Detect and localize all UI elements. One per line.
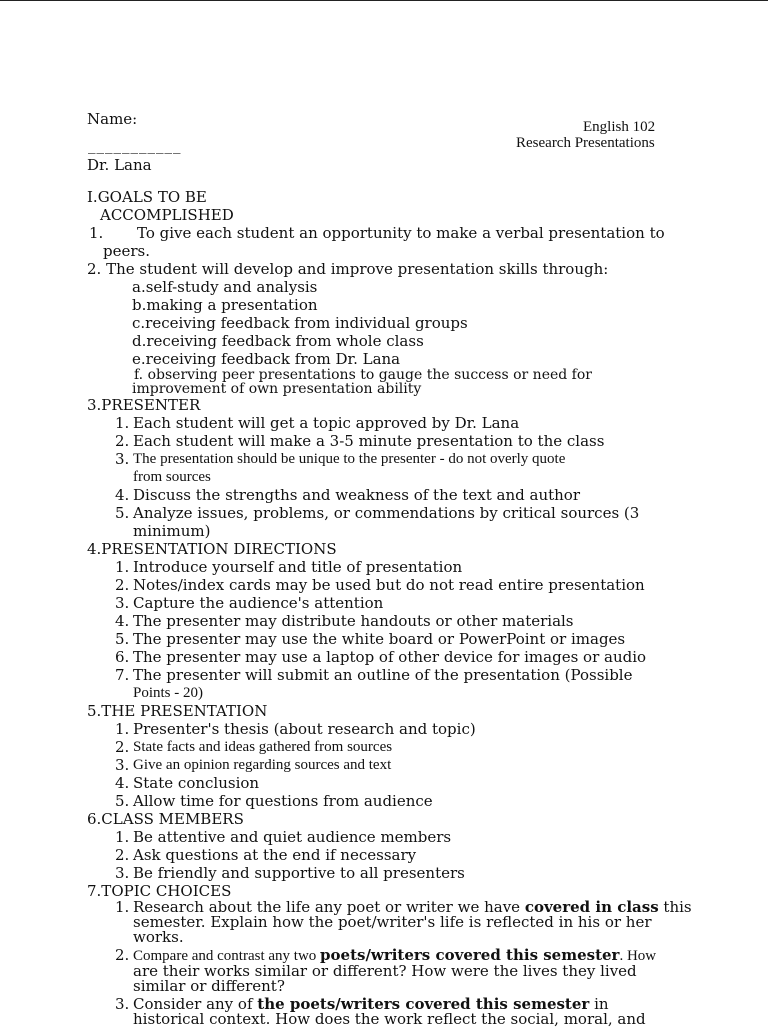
- list-item: 5. Allow time for questions from audience: [115, 792, 433, 810]
- list-item: 5. Analyze issues, problems, or commendations by critical sources (3: [115, 504, 640, 522]
- list-item-cont: from sources: [133, 469, 211, 485]
- goals-sub-f-cont: improvement of own presentation ability: [132, 381, 422, 397]
- document-subtitle: Research Presentations: [516, 135, 655, 151]
- list-item: 2. Ask questions at the end if necessary: [115, 846, 417, 864]
- list-item: 3. Give an opinion regarding sources and text: [115, 756, 392, 774]
- list-item: 4. The presenter may distribute handouts or other materials: [115, 612, 574, 630]
- directions-heading: 4.PRESENTATION DIRECTIONS: [87, 540, 337, 558]
- class-members-section: [87, 810, 747, 882]
- list-item: 2. Notes/index cards may be used but do not read entire presentation: [115, 576, 645, 594]
- list-item: 1. Introduce yourself and title of presentation: [115, 558, 463, 576]
- goals-sub-d: d.receiving feedback from whole class: [132, 332, 424, 350]
- list-item: 3. Be friendly and supportive to all presenters: [115, 864, 465, 882]
- list-item: 1. Presenter's thesis (about research and topic): [115, 720, 476, 738]
- goals-section: [87, 188, 747, 396]
- list-item-cont: semester. Explain how the poet/writer's life is reflected in his or her: [133, 913, 652, 931]
- goals-heading: I.GOALS TO BE: [87, 188, 207, 206]
- goals-item-2: 2. The student will develop and improve presentation skills through:: [87, 260, 609, 278]
- list-item: 4. State conclusion: [115, 774, 260, 792]
- goals-sub-c: c.receiving feedback from individual groups: [132, 314, 468, 332]
- goals-heading-cont: ACCOMPLISHED: [100, 206, 234, 224]
- list-item: 3. Consider any of the poets/writers covered this semester in: [115, 995, 609, 1013]
- list-item: 2. State facts and ideas gathered from sources: [115, 738, 393, 756]
- list-item: 2. Each student will make a 3-5 minute presentation to the class: [115, 432, 605, 450]
- list-item: 3. Capture the audience's attention: [115, 594, 384, 612]
- goals-sub-a: a.self-study and analysis: [132, 278, 318, 296]
- list-item-cont: Points - 20): [133, 685, 204, 701]
- list-item-cont: are their works similar or different? How were the lives they lived: [133, 962, 637, 980]
- list-item: 1. Be attentive and quiet audience members: [115, 828, 452, 846]
- goals-item-1: 1. To give each student an opportunity to make a verbal presentation to: [89, 224, 665, 242]
- list-item: 3. The presentation should be unique to the presenter - do not overly quote: [115, 450, 566, 468]
- topic-choices-heading: 7.TOPIC CHOICES: [87, 882, 232, 900]
- instructor-name: Dr. Lana: [87, 156, 152, 174]
- name-blank: ___________: [88, 136, 182, 154]
- name-label: Name:: [87, 110, 138, 128]
- list-item: 1. Research about the life any poet or writer we have covered in class this: [115, 898, 692, 916]
- class-members-heading: 6.CLASS MEMBERS: [87, 810, 244, 828]
- list-item: 1. Each student will get a topic approved by Dr. Lana: [115, 414, 520, 432]
- list-item-cont: minimum): [133, 522, 211, 540]
- presenter-heading: 3.PRESENTER: [87, 396, 201, 414]
- list-item-cont: works.: [133, 928, 184, 946]
- document-body: [87, 188, 747, 1027]
- course-title: English 102: [583, 119, 656, 135]
- list-item: 2. Compare and contrast any two poets/writers covered this semester. How: [115, 946, 657, 964]
- list-item-cont: historical context. How does the work reflect the social, moral, and: [133, 1010, 646, 1028]
- topic-choices-section: [87, 882, 747, 1027]
- goals-item-1-cont: peers.: [103, 242, 150, 260]
- list-item: 7. The presenter will submit an outline of the presentation (Possible: [115, 666, 633, 684]
- goals-sub-f: f. observing peer presentations to gauge the success or need for: [134, 367, 592, 383]
- goals-sub-b: b.making a presentation: [132, 296, 318, 314]
- presenter-section: [87, 396, 747, 540]
- presentation-heading: 5.THE PRESENTATION: [87, 702, 268, 720]
- goals-sub-e: e.receiving feedback from Dr. Lana: [132, 350, 401, 368]
- directions-section: [87, 540, 747, 702]
- list-item: 5. The presenter may use the white board or PowerPoint or images: [115, 630, 626, 648]
- list-item: 4. Discuss the strengths and weakness of the text and author: [115, 486, 581, 504]
- list-item: 6. The presenter may use a laptop of other device for images or audio: [115, 648, 647, 666]
- list-item-cont: similar or different?: [133, 977, 285, 995]
- presentation-section: [87, 702, 747, 810]
